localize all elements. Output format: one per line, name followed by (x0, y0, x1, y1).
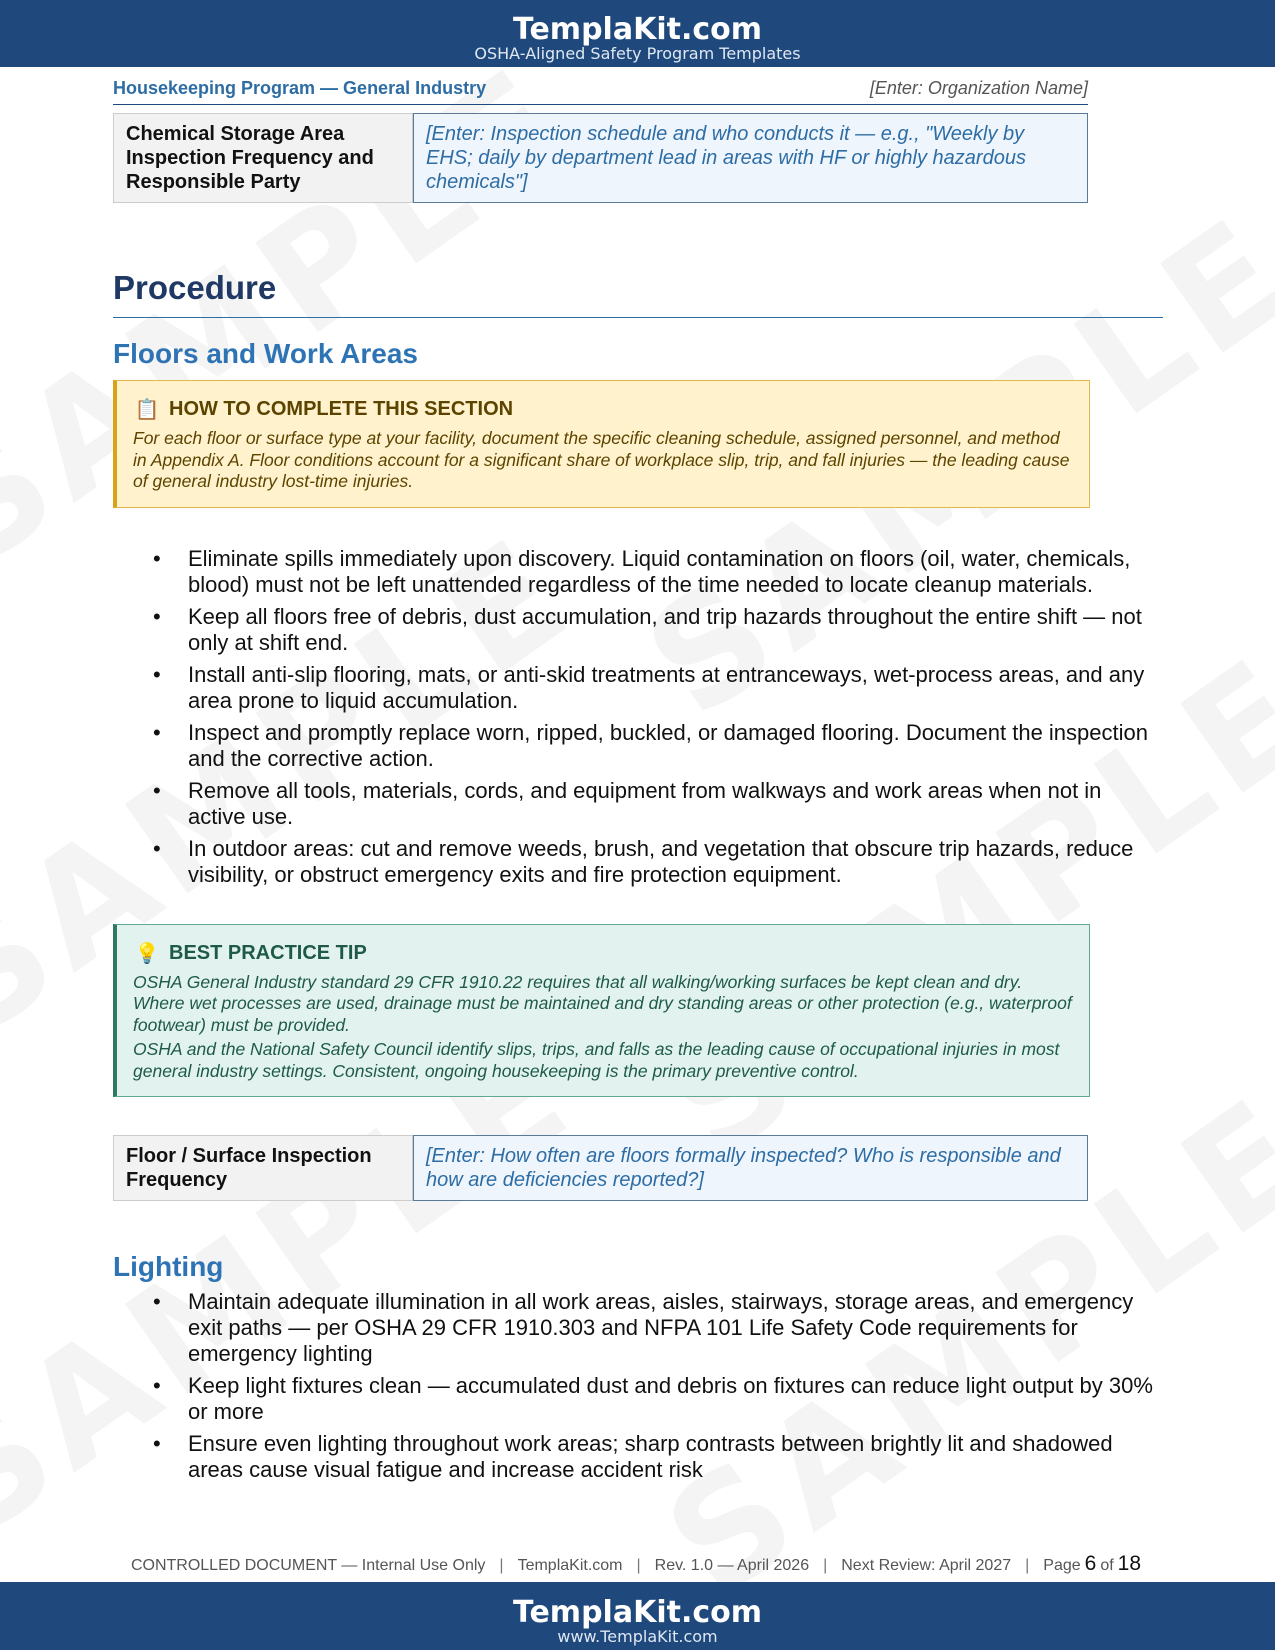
field-label: Floor / Surface Inspection Frequency (113, 1135, 413, 1201)
page-content (113, 67, 1163, 1489)
floor-inspection-field (113, 1135, 1088, 1201)
list-item (153, 836, 1163, 888)
list-item-text: Ensure even lighting throughout work areas; sharp contrasts between brightly lit and shadowed areas cause visual fatigue and increase accident risk (188, 1431, 1113, 1482)
list-item (153, 778, 1163, 830)
program-title: Housekeeping Program — General Industry (113, 78, 487, 98)
footer-next-review: Next Review: April 2027 (841, 1557, 1012, 1574)
bullet-marker: • (153, 777, 161, 803)
floors-bullet-list (113, 546, 1163, 888)
footer-separator: | (636, 1557, 641, 1574)
list-item-text: Remove all tools, materials, cords, and equipment from walkways and work areas when not in active use. (188, 777, 1102, 829)
page-number-current: 6 (1084, 1552, 1097, 1575)
bullet-marker: • (153, 1431, 161, 1456)
clipboard-icon: 📋 (134, 399, 160, 421)
bullet-marker: • (153, 719, 161, 745)
bottom-banner (0, 1582, 1275, 1650)
bullet-marker: • (153, 661, 161, 687)
list-item (153, 1373, 1163, 1425)
list-item-text: Maintain adequate illumination in all work areas, aisles, stairways, storage areas, and emergency exit paths — per OSHA 29 CFR 1910.303 and NFPA 101 Life Safety Code requirements for emergency lighting (188, 1289, 1134, 1366)
bullet-marker: • (153, 1373, 161, 1398)
list-item-text: In outdoor areas: cut and remove weeds, brush, and vegetation that obscure trip hazards, reduce visibility, or obstruct emergency exits and fire protection equipment. (188, 835, 1134, 887)
section-title-procedure: Procedure (113, 269, 1163, 318)
callout-heading (133, 941, 1073, 966)
document-footer (113, 1552, 1163, 1578)
footer-site: TemplaKit.com (517, 1557, 623, 1574)
top-banner (0, 0, 1275, 67)
footer-separator: | (1025, 1557, 1030, 1574)
field-input[interactable]: [Enter: Inspection schedule and who conducts it — e.g., "Weekly by EHS; daily by department lead in areas with HF or highly hazardous chemicals"] (413, 113, 1088, 203)
list-item-text: Keep all floors free of debris, dust accumulation, and trip hazards throughout the entire shift — not only at shift end. (188, 603, 1142, 655)
footer-separator: | (823, 1557, 828, 1574)
subsection-title-lighting: Lighting (113, 1251, 224, 1282)
list-item (153, 662, 1163, 714)
page-of-label: of (1100, 1557, 1114, 1574)
callout-text: OSHA General Industry standard 29 CFR 1910.22 requires that all walking/working surfaces be kept clean and dry. Where wet processes are used, drainage must be maintained and dry standing areas or other protection (e.g., waterproof footwear) must be provided. (133, 971, 1072, 1035)
bullet-marker: • (153, 835, 161, 861)
footer-revision: Rev. 1.0 — April 2026 (654, 1557, 810, 1574)
field-input[interactable]: [Enter: How often are floors formally inspected? Who is responsible and how are deficiencies reported?] (413, 1135, 1088, 1201)
footer-separator: | (499, 1557, 504, 1574)
footer-classification: CONTROLLED DOCUMENT — Internal Use Only (130, 1557, 486, 1574)
list-item-text: Inspect and promptly replace worn, ripped, buckled, or damaged flooring. Document the inspection and the corrective action. (188, 719, 1148, 771)
callout-text: For each floor or surface type at your facility, document the specific cleaning schedule, assigned personnel, and method in Appendix A. Floor conditions account for a significant share of workplace slip, trip, and fall injuries — the leading cause of general industry lost-time injuries. (133, 428, 1070, 491)
list-item-text: Keep light fixtures clean — accumulated dust and debris on fixtures can reduce light output by 30% or more (188, 1373, 1153, 1424)
running-header (113, 67, 1088, 105)
how-to-complete-callout (113, 380, 1090, 508)
lightbulb-icon: 💡 (134, 942, 160, 965)
chemical-storage-field (113, 113, 1088, 203)
callout-heading-text: HOW TO COMPLETE THIS SECTION (169, 398, 514, 420)
callout-text: OSHA and the National Safety Council identify slips, trips, and falls as the leading cause of occupational injuries in most general industry settings. Consistent, ongoing housekeeping is the primary preventive control. (133, 1039, 1060, 1081)
list-item-text: Install anti-slip flooring, mats, or anti-skid treatments at entranceways, wet-process areas, and any area prone to liquid accumulation. (188, 661, 1145, 713)
footer-brand: TemplaKit.com (512, 1595, 762, 1630)
list-item (153, 1289, 1163, 1367)
callout-heading-text: BEST PRACTICE TIP (169, 941, 367, 964)
list-item-text: Eliminate spills immediately upon discovery. Liquid contamination on floors (oil, water, chemicals, blood) must not be left unattended regardless of the time needed to locate cleanup materials. (188, 545, 1131, 597)
list-item (153, 546, 1163, 598)
bullet-marker: • (153, 603, 161, 629)
lighting-bullet-list (113, 1289, 1163, 1483)
organization-placeholder[interactable]: [Enter: Organization Name] (869, 78, 1088, 98)
bullet-marker: • (153, 1289, 161, 1314)
list-item (153, 1431, 1163, 1483)
brand-title: TemplaKit.com (512, 12, 762, 47)
field-label: Chemical Storage Area Inspection Frequency and Responsible Party (113, 113, 413, 203)
callout-heading (133, 397, 1073, 422)
footer-url[interactable]: www.TemplaKit.com (557, 1627, 718, 1646)
page-number-total: 18 (1117, 1552, 1142, 1575)
page-label: Page (1043, 1557, 1081, 1574)
brand-tagline: OSHA-Aligned Safety Program Templates (474, 44, 801, 63)
subsection-title-floors: Floors and Work Areas (113, 338, 418, 369)
list-item (153, 604, 1163, 656)
bullet-marker: • (153, 545, 161, 571)
list-item (153, 720, 1163, 772)
best-practice-tip-callout (113, 924, 1090, 1098)
